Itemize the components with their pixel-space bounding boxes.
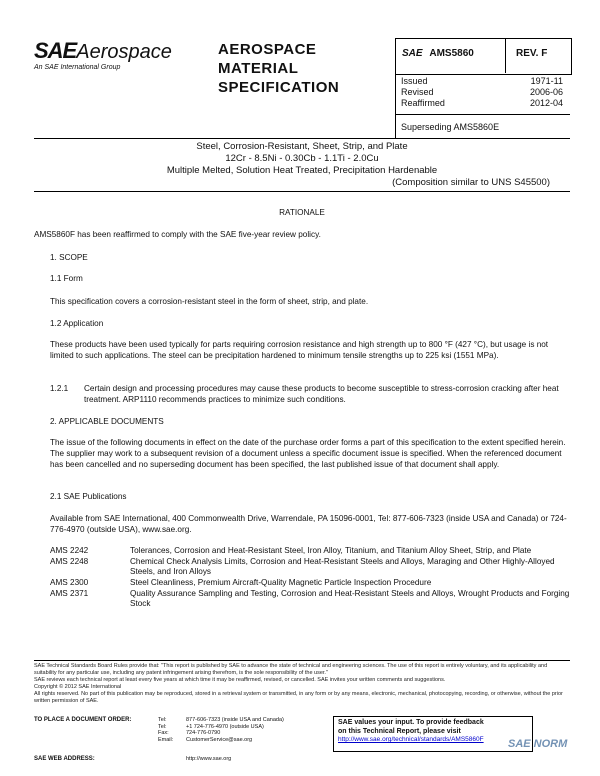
reference-code: AMS 2300 xyxy=(50,578,89,587)
contact-value: 877-606-7323 (inside USA and Canada) xyxy=(186,717,284,723)
order-label: TO PLACE A DOCUMENT ORDER: xyxy=(34,717,132,723)
divider xyxy=(395,114,570,115)
doc-type-line: AEROSPACE xyxy=(218,41,317,58)
section-sae-publications: 2.1 SAE Publications xyxy=(50,492,127,501)
section-application: 1.2 Application xyxy=(50,319,104,328)
section-scope: 1. SCOPE xyxy=(50,253,88,262)
doc-number xyxy=(402,48,474,59)
revision: REV. F xyxy=(516,48,548,59)
reference-row xyxy=(50,589,570,610)
footer-note: SAE Technical Standards Board Rules provide that: "This report is published by SAE to advance the state of technical and engineering sciences. The use of this report is entirely voluntary, and its applicability and suitability for any particular use, including any patent infringement arising therefrom, is the sole responsibility of the user." xyxy=(34,663,548,676)
contact-label: Tel: xyxy=(158,723,167,730)
section-1-2-1-text: Certain design and processing procedures may cause these products to become susceptible to stress-corrosion cracking after heat treatment. ARP1110 recommends practices to minimize such conditions. xyxy=(84,384,559,404)
reference-code: AMS 2242 xyxy=(50,546,89,555)
logo-subtitle: An SAE International Group xyxy=(34,64,121,71)
rationale-heading: RATIONALE xyxy=(279,208,325,217)
footer-copyright: Copyright © 2012 SAE International xyxy=(34,684,122,690)
sae-norm-watermark: SAE NORM xyxy=(508,738,568,750)
date-label: Reaffirmed xyxy=(401,98,445,108)
reference-desc: Quality Assurance Sampling and Testing, Corrosion and Heat-Resistant Steels and Alloys, Wrought Products and Forging Stock xyxy=(130,589,570,608)
material-title xyxy=(34,141,570,189)
divider xyxy=(505,38,506,73)
date-value: 1971-11 xyxy=(530,76,563,86)
doc-type-line: MATERIAL xyxy=(218,60,299,77)
date-value: 2006-06 xyxy=(529,87,563,97)
title-line: Steel, Corrosion-Resistant, Sheet, Strip, and Plate xyxy=(196,141,408,152)
sae-publications-text: Available from SAE International, 400 Commonwealth Drive, Warrendale, PA 15096-0001, Tel: 877-606-7323 (inside USA and Canada) or 724-776-4970 (outside USA), www.sae.org. xyxy=(50,514,567,534)
divider xyxy=(34,191,570,192)
reference-row xyxy=(50,578,570,589)
applicable-documents-text: The issue of the following documents in effect on the date of the purchase order forms a part of this specification to the extent specified herein. The supplier may work to a subsequent revision of a document unless a specific document issue is specified. When the referenced document has been cancelled and no superseding document has been specified, the last published issue of that document shall apply. xyxy=(50,438,566,469)
feedback-link[interactable]: http://www.sae.org/technical/standards/AMS5860F xyxy=(338,736,484,743)
title-line: 12Cr - 8.5Ni - 0.30Cb - 1.1Ti - 2.0Cu xyxy=(225,153,379,164)
contact-value: +1 724-776-4970 (outside USA) xyxy=(186,723,264,730)
date-label: Revised xyxy=(401,87,434,97)
divider xyxy=(395,73,396,138)
reference-desc: Tolerances, Corrosion and Heat-Resistant Steel, Iron Alloy, Titanium, and Titanium Alloy Sheet, Strip, and Plate xyxy=(130,546,532,555)
sae-aerospace-logo xyxy=(34,38,172,71)
footer-rights: All rights reserved. No part of this publication may be reproduced, stored in a retrieval system or transmitted, in any form or by any means, electronic, mechanical, photocopying, recording, or otherwise, without the prior written permission of SAE. xyxy=(34,691,563,704)
divider xyxy=(34,138,570,139)
reference-row xyxy=(50,546,570,557)
contact-label: Fax: xyxy=(158,730,169,736)
date-value: 2012-04 xyxy=(529,98,563,108)
document-type xyxy=(218,40,339,97)
reference-code: AMS 2371 xyxy=(50,589,89,598)
email-link[interactable]: CustomerService@sae.org xyxy=(186,736,253,743)
web-label: SAE WEB ADDRESS: xyxy=(34,756,95,762)
section-form: 1.1 Form xyxy=(50,274,83,283)
logo-sae-text: SAE xyxy=(34,38,77,63)
application-text: These products have been used typically for parts requiring corrosion resistance and high strength up to 800 °F (427 °C), but usage is not limited to such applications. The steel can be precipitation hardened to minimum tensile strengths up to 225 ksi (1551 MPa). xyxy=(50,340,549,360)
contact-label: Tel: xyxy=(158,717,167,723)
logo-aerospace-text: Aerospace xyxy=(76,41,172,63)
footer-notes xyxy=(34,663,570,705)
footer-note: SAE reviews each technical report at least every five years at which time it may be reaffirmed, revised, or cancelled. SAE invites your written comments and suggestions. xyxy=(34,677,446,683)
contact-value: 724-776-0790 xyxy=(186,730,221,736)
feedback-text: SAE values your input. To provide feedback xyxy=(338,719,484,726)
references-table xyxy=(50,546,570,610)
title-line: Multiple Melted, Solution Heat Treated, Precipitation Hardenable xyxy=(166,165,438,176)
form-text: This specification covers a corrosion-resistant steel in the form of sheet, strip, and plate. xyxy=(50,297,369,306)
sae-mark: SAE xyxy=(402,48,423,59)
contact-table xyxy=(158,717,284,743)
reference-code: AMS 2248 xyxy=(50,557,89,566)
date-label: Issued xyxy=(401,76,428,86)
web-address-link[interactable]: http://www.sae.org xyxy=(186,756,232,762)
feedback-text: on this Technical Report, please visit xyxy=(338,727,461,735)
reference-desc: Steel Cleanliness, Premium Aircraft-Quality Magnetic Particle Inspection Procedure xyxy=(130,578,432,587)
doc-number-text: AMS5860 xyxy=(429,48,474,59)
section-applicable-documents: 2. APPLICABLE DOCUMENTS xyxy=(50,417,164,426)
contact-label: Email: xyxy=(158,736,174,743)
superseding: Superseding AMS5860E xyxy=(401,122,500,132)
title-line: (Composition similar to UNS S45500) xyxy=(392,177,550,188)
reference-desc: Chemical Check Analysis Limits, Corrosion and Heat-Resistant Steels and Alloys, Maraging and Other Highly-Alloyed Steels, and Iron Alloys xyxy=(130,557,555,576)
feedback-box xyxy=(333,716,533,752)
rationale-text: AMS5860F has been reaffirmed to comply with the SAE five-year review policy. xyxy=(34,230,321,239)
dates-table xyxy=(401,76,563,109)
doc-type-line: SPECIFICATION xyxy=(218,79,340,96)
reference-row xyxy=(50,557,570,578)
section-1-2-1-number: 1.2.1 xyxy=(50,384,69,393)
divider xyxy=(34,660,570,661)
